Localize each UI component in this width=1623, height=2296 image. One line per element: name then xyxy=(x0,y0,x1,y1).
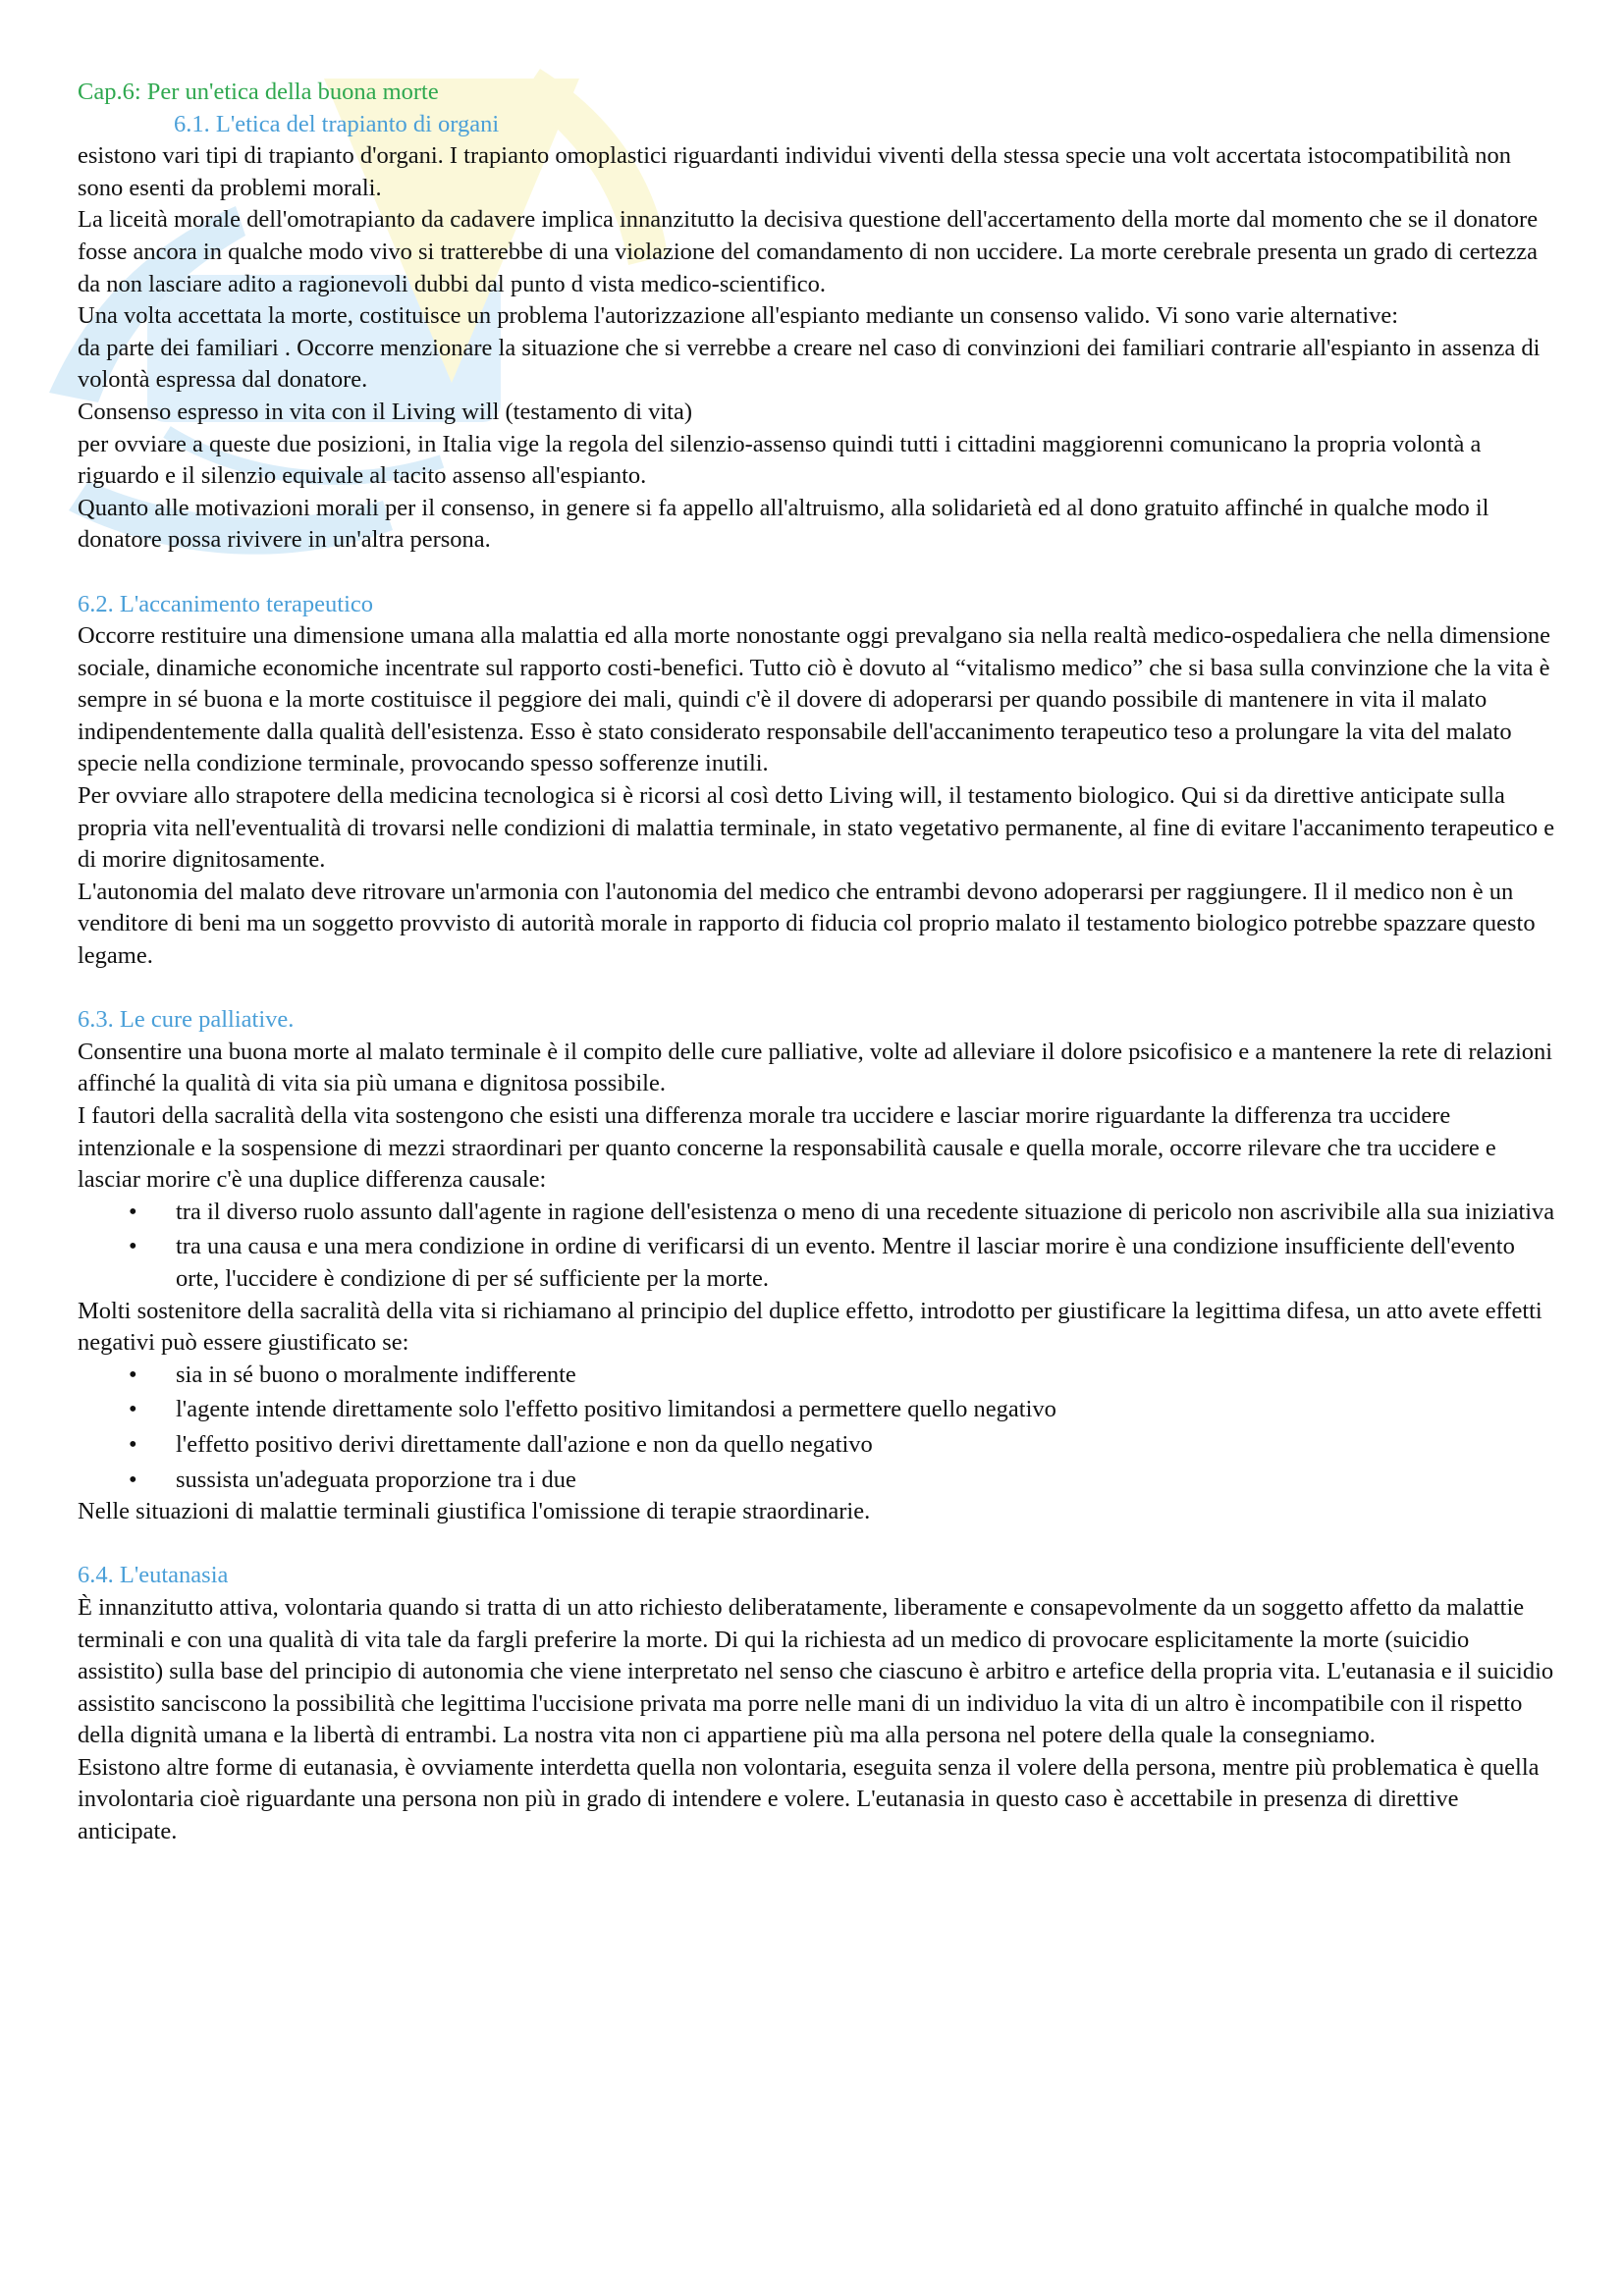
section-heading-6-3: 6.3. Le cure palliative. xyxy=(78,1006,295,1034)
paragraph: Molti sostenitore della sacralità della vita si richiamano al principio del duplice effetto, introdotto per giustificare la legittima difesa, un atto avete effetti negativi può essere giustificato se: xyxy=(78,1297,1542,1357)
paragraph: Consentire una buona morte al malato terminale è il compito delle cure palliative, volte ad alleviare il dolore psicofisico e a mantenere la rete di relazioni affinché la qualità di vita sia più umana e dignitosa possibile. xyxy=(78,1038,1553,1097)
bullet-item: • sia in sé buono o moralmente indifferente xyxy=(78,1360,1560,1392)
bullet-item: • l'effetto positivo derivi direttamente dall'azione e non da quello negativo xyxy=(78,1429,1560,1462)
bullet-list xyxy=(78,1360,1560,1496)
bullet-item: • l'agente intende direttamente solo l'effetto positivo limitandosi a permettere quello negativo xyxy=(78,1394,1560,1426)
paragraph: da parte dei familiari . Occorre menzionare la situazione che si verrebbe a creare nel caso di convinzioni dei familiari contrarie all'espianto in assenza di volontà espressa dal donatore. xyxy=(78,334,1541,394)
paragraph: È innanzitutto attiva, volontaria quando si tratta di un atto richiesto deliberatamente, liberamente e consapevolmente da un soggetto affetto da malattie terminali e con una qualità di vita tale da fargli preferire la morte. Di qui la richiesta ad un medico di provocare esplicitamente la morte (suicidio assistito) sulla base del principio di autonomia che viene interpretato nel senso che ciascuno è arbitro e artefice della propria vita. L'eutanasia e il suicidio assistito sanciscono la possibilità che legittima l'uccisione privata ma porre nelle mani di un individuo la vita di un altro è incompatibile con il rispetto della dignità umana e la libertà di entrambi. La nostra vita non ci appartiene più ma alla persona nel potere della quale la consegniamo. xyxy=(78,1593,1554,1749)
paragraph: Nelle situazioni di malattie terminali giustifica l'omissione di terapie straordinarie. xyxy=(78,1498,871,1525)
spacer xyxy=(78,1528,1560,1561)
paragraph: Quanto alle motivazioni morali per il consenso, in genere si fa appello all'altruismo, alla solidarietà ed al dono gratuito affinché in qualche modo il donatore possa rivivere in un'altra persona. xyxy=(78,494,1489,554)
paragraph: per ovviare a queste due posizioni, in Italia vige la regola del silenzio-assenso quindi tutti i cittadini maggiorenni comunicano la propria volontà a riguardo e il silenzio equivale al tacito assenso all'espianto. xyxy=(78,430,1482,490)
section-heading-6-1: 6.1. L'etica del trapianto di organi xyxy=(174,110,500,137)
document-body xyxy=(78,77,1560,1848)
paragraph: esistono vari tipi di trapianto d'organi. I trapianto omoplastici riguardanti individui viventi della stessa specie una volt accertata istocompatibilità non sono esenti da problemi morali. xyxy=(78,142,1511,201)
paragraph: La liceità morale dell'omotrapianto da cadavere implica innanzitutto la decisiva questione dell'accertamento della morte dal momento che se il donatore fosse ancora in qualche modo vivo si tratterebbe di una violazione del comandamento di non uccidere. La morte cerebrale presenta un grado di certezza da non lasciare adito a ragionevoli dubbi dal punto d vista medico-scientifico. xyxy=(78,206,1539,297)
paragraph: L'autonomia del malato deve ritrovare un'armonia con l'autonomia del medico che entrambi devono adoperarsi per raggiungere. Il il medico non è un venditore di beni ma un soggetto provvisto di autorità morale in rapporto di fiducia col proprio malato il testamento biologico potrebbe spazzare questo legame. xyxy=(78,878,1536,970)
bullet-item: • tra il diverso ruolo assunto dall'agente in ragione dell'esistenza o meno di una recedente situazione di pericolo non ascrivibile alla sua iniziativa xyxy=(78,1197,1560,1229)
chapter-title: Cap.6: Per un'etica della buona morte xyxy=(78,79,439,105)
section-heading-6-2: 6.2. L'accanimento terapeutico xyxy=(78,590,373,617)
paragraph: Per ovviare allo strapotere della medicina tecnologica si è ricorsi al così detto Living will, il testamento biologico. Qui si da direttive anticipate sulla propria vita nell'eventualità di trovarsi nelle condizioni di malattia terminale, in stato vegetativo permanente, al fine di evitare l'accanimento terapeutico e di morire dignitosamente. xyxy=(78,782,1555,874)
spacer xyxy=(78,557,1560,589)
paragraph: Occorre restituire una dimensione umana alla malattia ed alla morte nonostante oggi prevalgano sia nella realtà medico-ospedaliera che nella dimensione sociale, dinamiche economiche incentrate sul rapporto costi-benefici. Tutto ciò è dovuto al “vitalismo medico” che si basa sulla convinzione che la vita è sempre in sé buona e la morte costituisce il peggiore dei mali, quindi c'è il dovere di adoperarsi per quando possibile di mantenere in vita il malato indipendentemente dalla qualità dell'esistenza. Esso è stato considerato responsabile dell'accanimento terapeutico teso a prolungare la vita del malato specie nella condizione terminale, provocando spesso sofferenze inutili. xyxy=(78,622,1551,777)
paragraph: Consenso espresso in vita con il Living will (testamento di vita) xyxy=(78,398,693,425)
paragraph: I fautori della sacralità della vita sostengono che esisti una differenza morale tra uccidere e lasciar morire riguardante la differenza tra uccidere intenzionale e la sospensione di mezzi straordinari per quanto concerne la responsabilità causale e quella morale, occorre rilevare che tra uccidere e lasciar morire c'è una duplice differenza causale: xyxy=(78,1102,1496,1194)
paragraph: Una volta accettata la morte, costituisce un problema l'autorizzazione all'espianto mediante un consenso valido. Vi sono varie alternative: xyxy=(78,302,1399,330)
bullet-item: • sussista un'adeguata proporzione tra i due xyxy=(78,1465,1560,1497)
section-heading-6-4: 6.4. L'eutanasia xyxy=(78,1562,229,1589)
bullet-item: • tra una causa e una mera condizione in ordine di verificarsi di un evento. Mentre il lasciar morire è una condizione insufficiente dell'evento orte, l'uccidere è condizione di per sé sufficiente per la morte. xyxy=(78,1231,1560,1295)
bullet-list xyxy=(78,1197,1560,1296)
paragraph: Esistono altre forme di eutanasia, è ovviamente interdetta quella non volontaria, eseguita senza il volere della persona, mentre più problematica è quella involontaria cioè riguardante una persona non più in grado di intendere e volere. L'eutanasia in questo caso è accettabile in presenza di direttive anticipate. xyxy=(78,1753,1540,1845)
spacer xyxy=(78,973,1560,1005)
